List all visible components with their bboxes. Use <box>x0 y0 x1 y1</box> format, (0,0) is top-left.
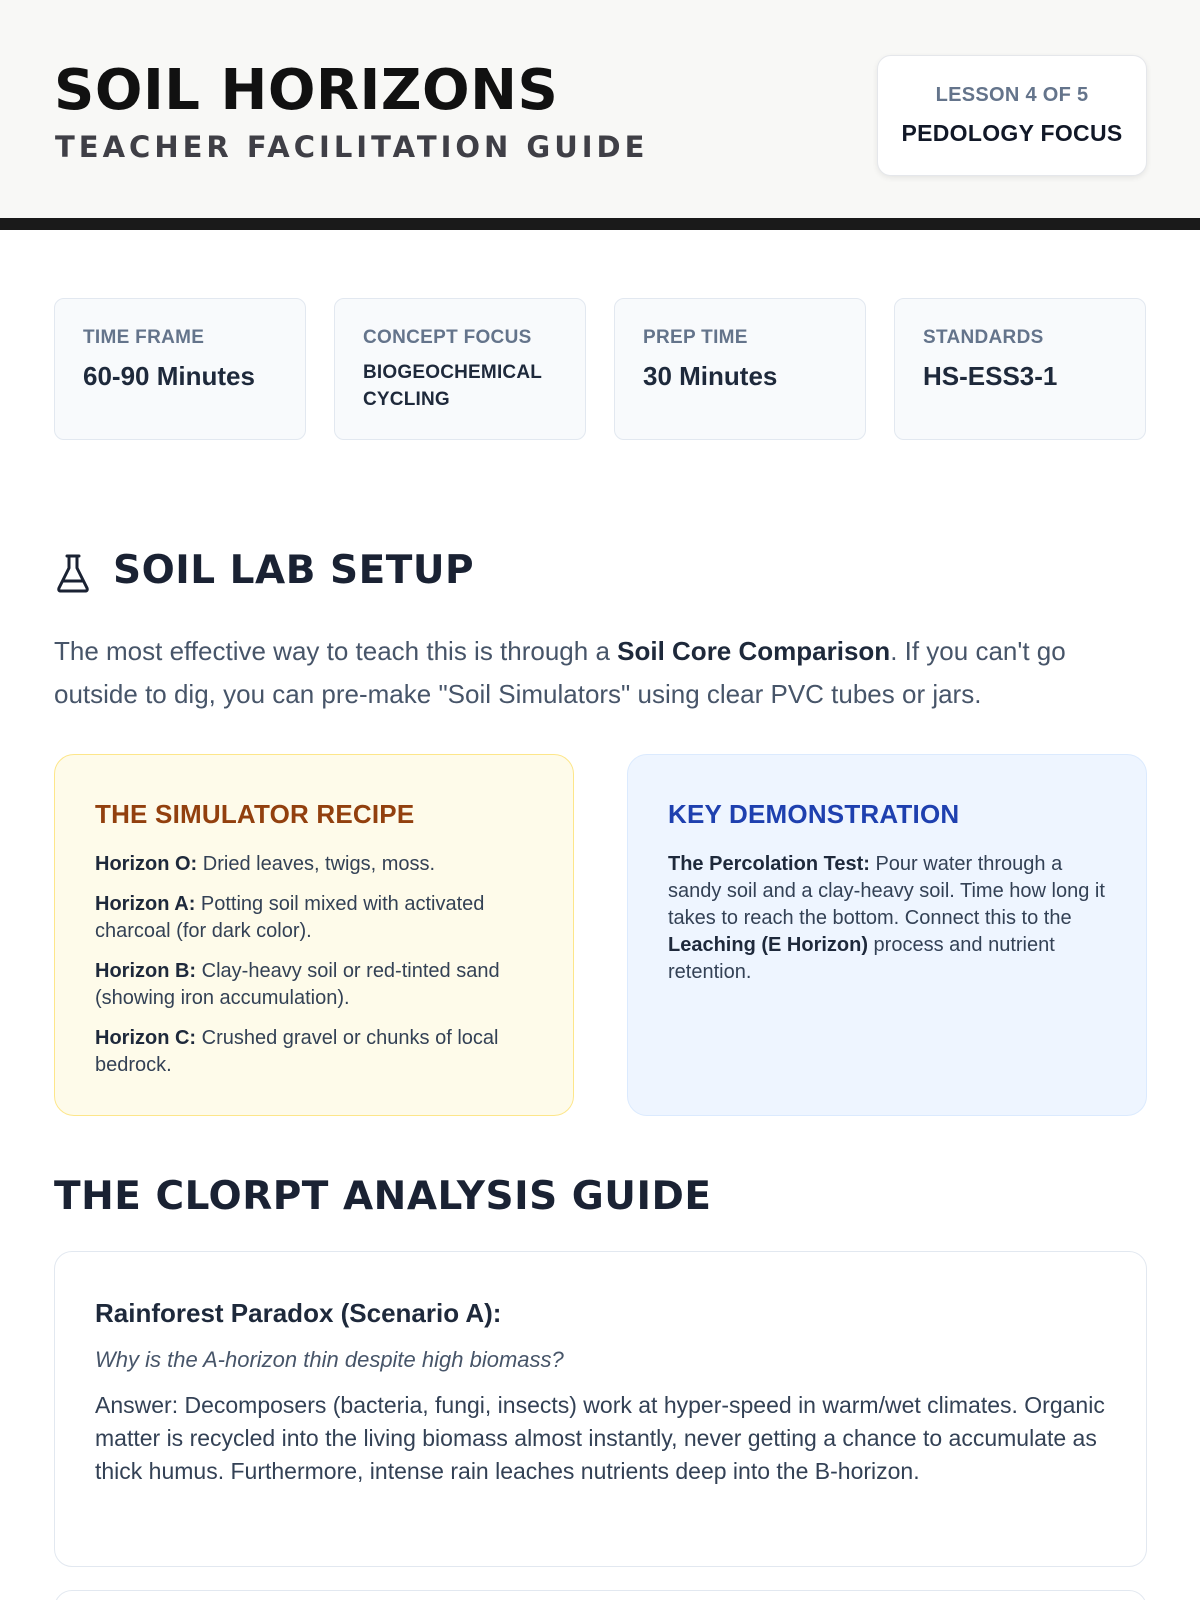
scenario-card-next <box>54 1590 1147 1600</box>
info-card-time-frame <box>54 298 306 440</box>
page-title: SOIL HORIZONS <box>54 58 559 123</box>
info-card-label: PREP TIME <box>643 327 748 348</box>
lesson-number: LESSON 4 OF 5 <box>935 84 1089 106</box>
info-card-prep-time <box>614 298 866 440</box>
recipe-item-label: Horizon A: <box>95 893 196 915</box>
intro-text: The most effective way to teach this is through a <box>54 636 618 666</box>
lesson-focus: PEDOLOGY FOCUS <box>901 120 1123 146</box>
info-card-label: STANDARDS <box>923 327 1044 348</box>
recipe-item <box>95 891 533 945</box>
recipe-item-text: Potting soil mixed with activated charcoal (for dark color). <box>95 893 485 942</box>
demonstration-text <box>668 851 1106 986</box>
recipe-title: THE SIMULATOR RECIPE <box>95 799 415 829</box>
info-card-value: BIOGEOCHEMICAL CYCLING <box>363 362 542 410</box>
scenario-title: Rainforest Paradox (Scenario A): <box>95 1298 502 1328</box>
demonstration-body: process and nutrient retention. <box>668 934 1055 983</box>
lesson-badge <box>877 55 1147 176</box>
recipe-item <box>95 958 533 1012</box>
recipe-item-text: Crushed gravel or chunks of local bedrock. <box>95 1027 499 1076</box>
demonstration-title: KEY DEMONSTRATION <box>668 799 960 829</box>
recipe-item-label: Horizon O: <box>95 853 198 875</box>
info-card-value: 30 Minutes <box>643 361 778 391</box>
section-title-clorpt: THE CLORPT ANALYSIS GUIDE <box>54 1174 712 1219</box>
intro-text: . If you can't go outside to dig, you can pre-make "Soil Simulators" using clear PVC tubes or jars. <box>54 636 1066 709</box>
info-card-label: TIME FRAME <box>83 327 205 348</box>
scenario-question: Why is the A-horizon thin despite high biomass? <box>95 1347 564 1372</box>
scenario-card <box>54 1251 1147 1567</box>
info-card-standards <box>894 298 1146 440</box>
info-card-label: CONCEPT FOCUS <box>363 327 532 348</box>
section-title-lab-setup: SOIL LAB SETUP <box>113 548 475 593</box>
demonstration-highlight: Leaching (E Horizon) <box>668 934 868 956</box>
info-card-concept-focus <box>334 298 586 440</box>
recipe-item <box>95 851 533 878</box>
intro-highlight: Soil Core Comparison <box>617 636 891 666</box>
recipe-item-label: Horizon C: <box>95 1027 197 1049</box>
recipe-item-label: Horizon B: <box>95 960 197 982</box>
key-demonstration-box <box>627 754 1147 1116</box>
recipe-item <box>95 1025 533 1079</box>
lab-intro-paragraph <box>54 630 1154 716</box>
info-card-value: 60-90 Minutes <box>83 361 255 391</box>
demonstration-lead: The Percolation Test: <box>668 853 870 875</box>
recipe-item-text: Dried leaves, twigs, moss. <box>197 853 436 875</box>
flask-icon <box>55 553 91 593</box>
demonstration-body: Pour water through a sandy soil and a clay-heavy soil. Time how long it takes to reach the bottom. Connect this to the <box>668 853 1105 929</box>
scenario-answer: Answer: Decomposers (bacteria, fungi, insects) work at hyper-speed in warm/wet climates. Organic matter is recycled into the living biomass almost instantly, never getting a chance to accumulate as thick humus. Furthermore, intense rain leaches nutrients deep into the B-horizon. <box>95 1392 1105 1484</box>
simulator-recipe-box <box>54 754 574 1116</box>
info-card-value: HS-ESS3-1 <box>923 361 1058 391</box>
page-subtitle: TEACHER FACILITATION GUIDE <box>55 130 649 164</box>
page-header <box>0 0 1200 230</box>
recipe-item-text: Clay-heavy soil or red-tinted sand (showing iron accumulation). <box>95 960 500 1009</box>
